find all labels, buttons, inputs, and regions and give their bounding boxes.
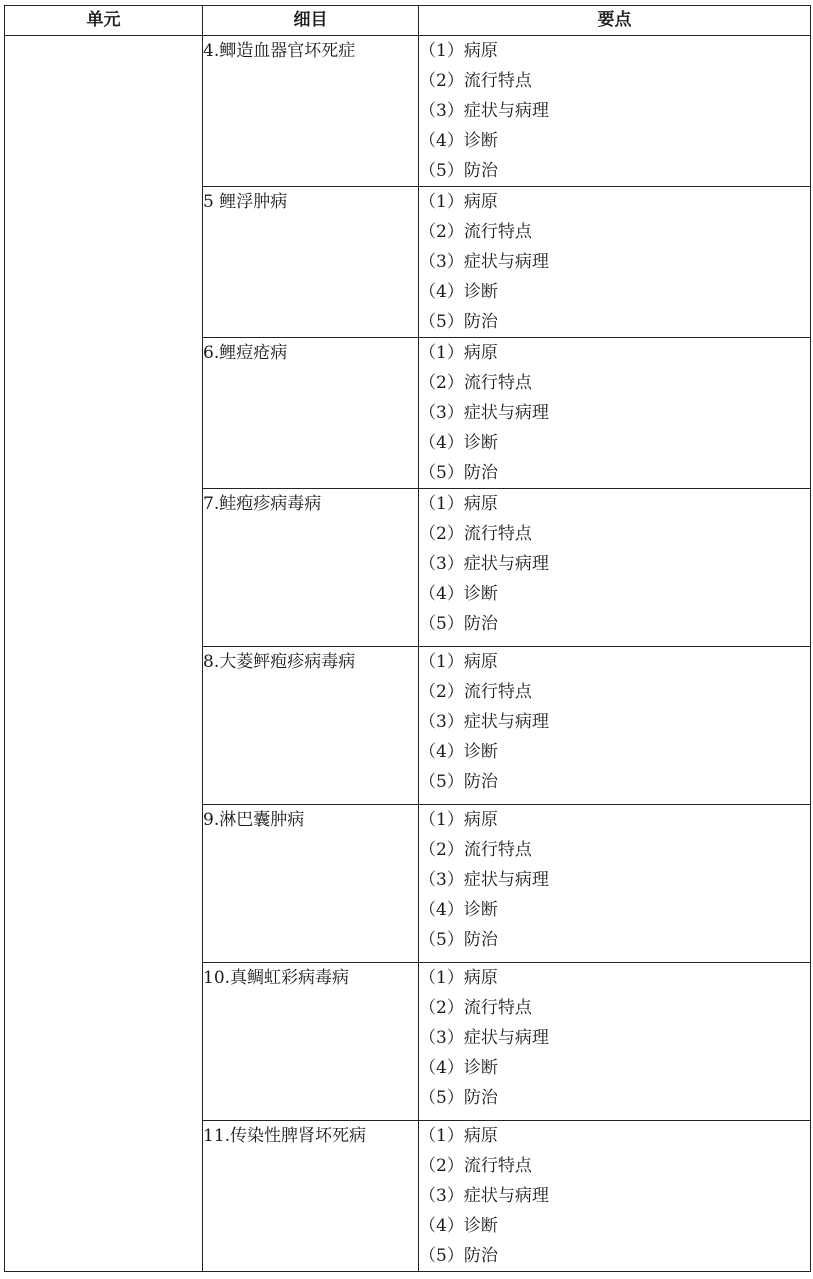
point-item: （1）病原 [419,652,498,672]
point-item: （5）防治 [419,930,498,950]
unit-cell [5,36,203,1272]
points-cell [419,187,811,338]
point-item: （2）流行特点 [419,222,532,242]
points-cell [419,338,811,489]
item-cell: 11.传染性脾肾坏死病 [203,1121,419,1272]
point-item: （1）病原 [419,810,498,830]
points-cell [419,1121,811,1272]
item-cell: 10.真鲷虹彩病毒病 [203,963,419,1121]
item-cell: 7.鲑疱疹病毒病 [203,489,419,647]
point-item: （2）流行特点 [419,840,532,860]
item-cell: 6.鲤痘疮病 [203,338,419,489]
point-item: （2）流行特点 [419,524,532,544]
point-item: （1）病原 [419,343,498,363]
point-item: （4）诊断 [419,742,498,762]
point-item: （4）诊断 [419,1216,498,1236]
point-item: （1）病原 [419,968,498,988]
point-item: （5）防治 [419,463,498,483]
point-item: （5）防治 [419,1088,498,1108]
point-item: （3）症状与病理 [419,554,549,574]
header-item: 细目 [203,6,419,36]
point-item: （4）诊断 [419,900,498,920]
points-cell [419,489,811,647]
point-item: （3）症状与病理 [419,870,549,890]
point-item: （4）诊断 [419,282,498,302]
point-item: （1）病原 [419,1126,498,1146]
syllabus-table [4,5,811,1272]
point-item: （2）流行特点 [419,682,532,702]
point-item: （4）诊断 [419,1058,498,1078]
point-item: （2）流行特点 [419,71,532,91]
item-cell: 8.大菱鲆疱疹病毒病 [203,647,419,805]
point-item: （3）症状与病理 [419,1186,549,1206]
point-item: （1）病原 [419,494,498,514]
points-cell [419,647,811,805]
point-item: （5）防治 [419,772,498,792]
item-cell: 5 鲤浮肿病 [203,187,419,338]
points-cell [419,963,811,1121]
item-cell: 4.鲫造血器官坏死症 [203,36,419,187]
point-item: （4）诊断 [419,584,498,604]
point-item: （4）诊断 [419,433,498,453]
point-item: （3）症状与病理 [419,712,549,732]
point-item: （2）流行特点 [419,1156,532,1176]
header-points: 要点 [419,6,811,36]
header-unit: 单元 [5,6,203,36]
point-item: （2）流行特点 [419,998,532,1018]
point-item: （3）症状与病理 [419,403,549,423]
point-item: （1）病原 [419,41,498,61]
header-row [5,6,811,36]
point-item: （3）症状与病理 [419,252,549,272]
point-item: （1）病原 [419,192,498,212]
point-item: （5）防治 [419,614,498,634]
point-item: （5）防治 [419,161,498,181]
points-cell [419,805,811,963]
table-row [5,36,811,187]
point-item: （4）诊断 [419,131,498,151]
point-item: （3）症状与病理 [419,101,549,121]
points-cell [419,36,811,187]
point-item: （5）防治 [419,312,498,332]
point-item: （3）症状与病理 [419,1028,549,1048]
point-item: （2）流行特点 [419,373,532,393]
point-item: （5）防治 [419,1246,498,1266]
item-cell: 9.淋巴囊肿病 [203,805,419,963]
